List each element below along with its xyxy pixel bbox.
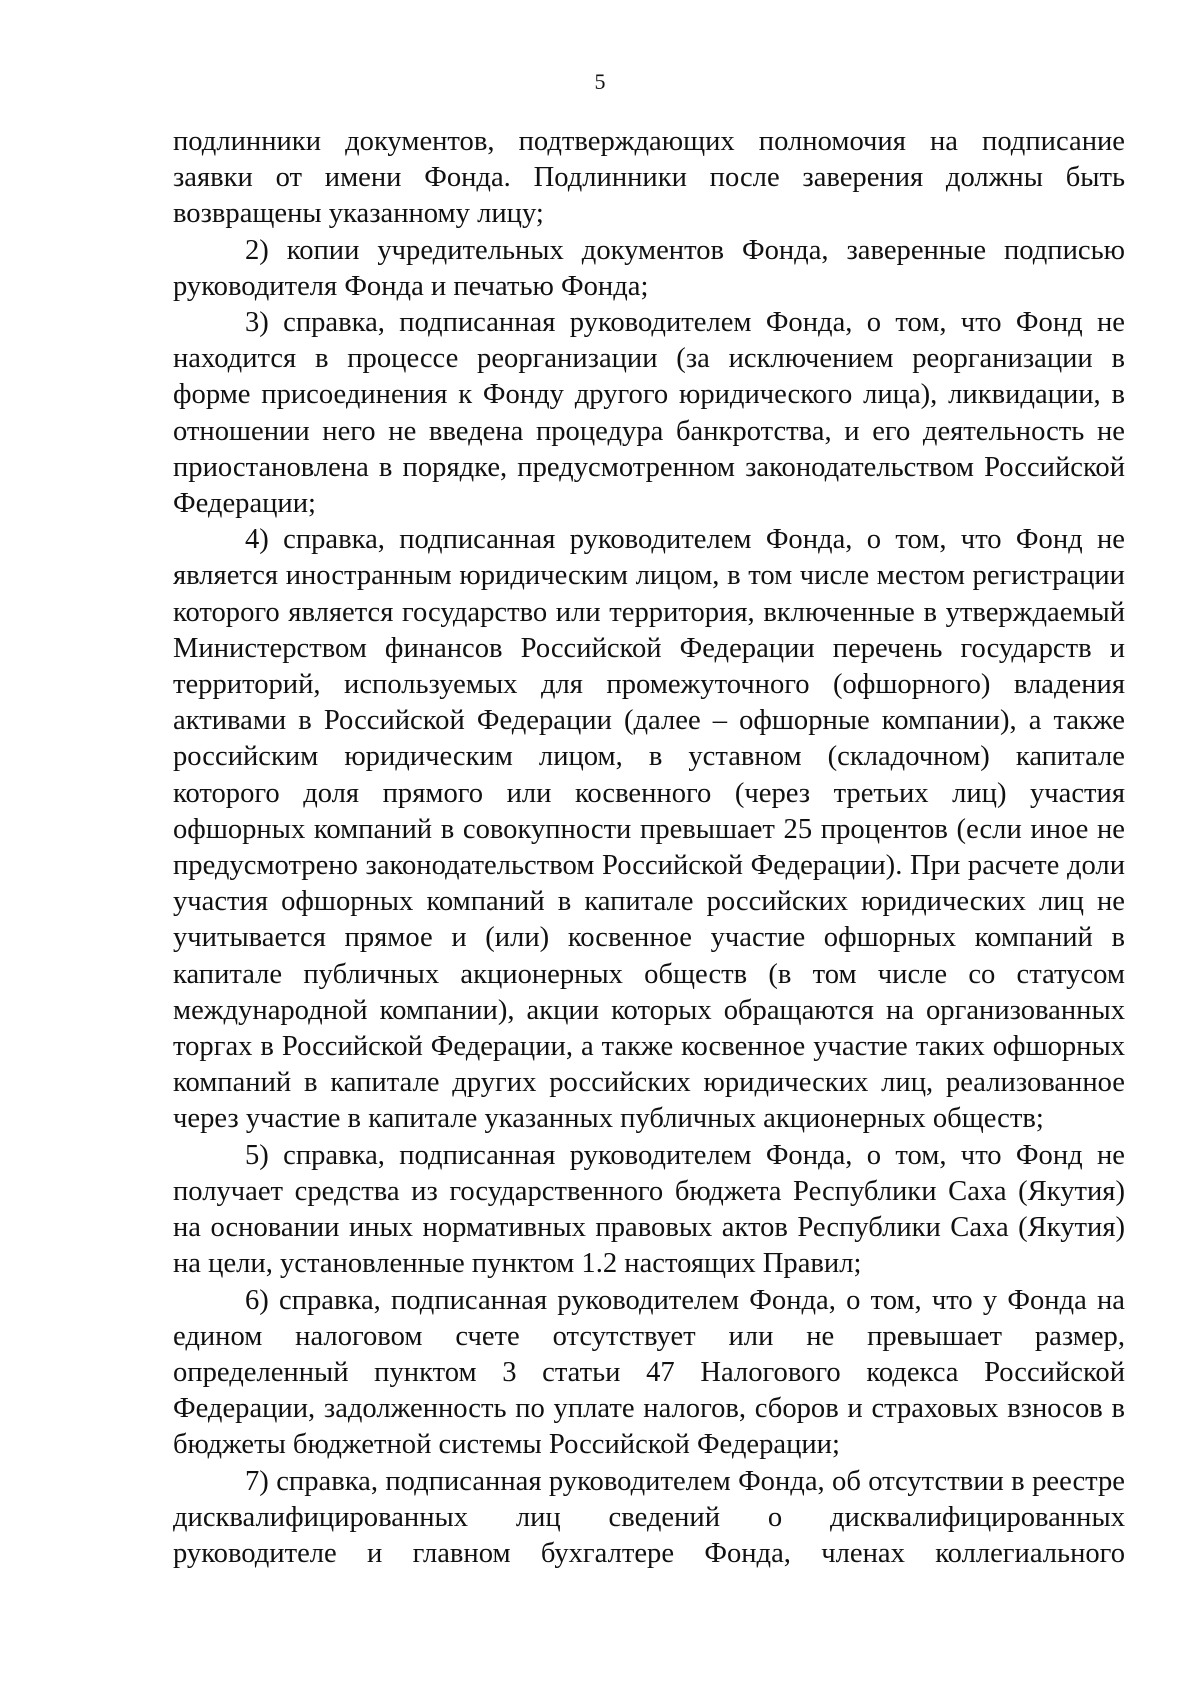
paragraph-item-5: 5) справка, подписанная руководителем Фонда, о том, что Фонд не получает средства из государственного бюджета Республики Саха (Якутия) на основании иных нормативных правовых актов Республики Саха (Якутия) на цели, установленные пунктом 1.2 настоящих Правил; [173,1139,1125,1280]
paragraph-item-3: 3) справка, подписанная руководителем Фонда, о том, что Фонд не находится в процессе реорганизации (за исключением реорганизации в форме присоединения к Фонду другого юридического лица), ликвидации, в отношении него не введена процедура банкротства, и его деятельность не приостановлена в порядке, предусмотренном законодательством Российской Федерации; [173,307,1125,520]
document-body [173,124,1125,1572]
page-number: 5 [594,69,606,94]
paragraph-item-2: 2) копии учредительных документов Фонда, заверенные подписью руководителя Фонда и печатью Фонда; [173,234,1125,302]
paragraph-item-4: 4) справка, подписанная руководителем Фонда, о том, что Фонд не является иностранным юридическим лицом, в том числе местом регистрации которого является государство или территория, включенные в утверждаемый Министерством финансов Российской Федерации перечень государств и территорий, используемых для промежуточного (офшорного) владения активами в Российской Федерации (далее – офшорные компании), а также российским юридическим лицом, в уставном (складочном) капитале которого доля прямого или косвенного (через третьих лиц) участия офшорных компаний в совокупности превышает 25 процентов (если иное не предусмотрено законодательством Российской Федерации). При расчете доли участия офшорных компаний в капитале российских юридических лиц не учитывается прямое и (или) косвенное участие офшорных компаний в капитале публичных акционерных обществ (в том числе со статусом международной компании), акции которых обращаются на организованных торгах в Российской Федерации, а также косвенное участие таких офшорных компаний в капитале других российских юридических лиц, реализованное через участие в капитале указанных публичных акционерных обществ; [173,524,1125,1135]
paragraph-continuation: подлинники документов, подтверждающих полномочия на подписание заявки от имени Фонда. Подлинники после заверения должны быть возвращены указанному лицу; [173,126,1125,230]
paragraph-item-6: 6) справка, подписанная руководителем Фонда, о том, что у Фонда на едином налоговом счете отсутствует или не превышает размер, определенный пунктом 3 статьи 47 Налогового кодекса Российской Федерации, задолженность по уплате налогов, сборов и страховых взносов в бюджеты бюджетной системы Российской Федерации; [173,1284,1125,1461]
paragraph-item-7: 7) справка, подписанная руководителем Фонда, об отсутствии в реестре дисквалифицированных лиц сведений о дисквалифицированных руководителе и главном бухгалтере Фонда, членах коллегиального [173,1465,1125,1569]
